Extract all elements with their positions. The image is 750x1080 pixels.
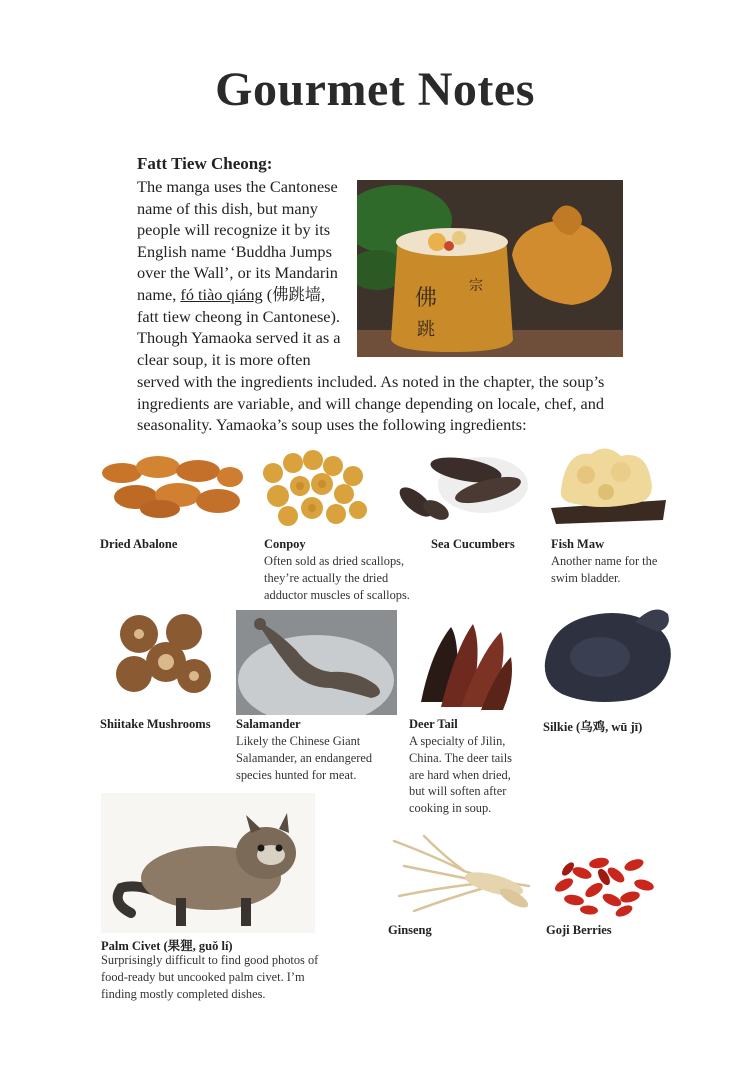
ginseng-image (384, 826, 534, 918)
desc-salamander: Likely the Chinese Giant Salamander, an endangered species hunted for meat. (236, 734, 373, 782)
label-ginseng: Ginseng (388, 923, 432, 937)
intro-text-end: fatt tiew cheong in Cantonese). Though Yamaoka served it as a clear soup, it is more often (137, 306, 341, 369)
desc-conpoy: Often sold as dried scallops, they’re actually the dried adductor muscles of scallops. (264, 554, 410, 602)
svg-text:跳: 跳 (417, 319, 435, 340)
goji-berries-image (544, 845, 662, 920)
soup-photo (357, 180, 623, 357)
label-deer-tail: Deer Tail (409, 717, 458, 731)
dish-heading: Fatt Tiew Cheong: (137, 154, 273, 173)
svg-text:宗: 宗 (469, 278, 483, 294)
page-title: Gourmet Notes (215, 63, 535, 116)
intro-hanzi: (佛跳墙, (262, 284, 326, 304)
intro-paragraph-bottom: served with the ingredients included. As noted in the chapter, the soup’s ingredients are variable, and will change depending on locale, chef, and seasonality. Yamaoka’s soup uses the following ingredients: (137, 372, 605, 435)
label-conpoy: Conpoy (264, 537, 306, 551)
label-dried-abalone: Dried Abalone (100, 537, 178, 551)
desc-deer-tail: A specialty of Jilin, China. The deer tails are hard when dried, but will soften after cooking in soup. (409, 734, 512, 816)
label-fish-maw: Fish Maw (551, 537, 605, 551)
dried-abalone-image (100, 445, 244, 523)
label-shiitake-mushrooms: Shiitake Mushrooms (100, 717, 211, 731)
intro-text-start: The manga uses the Cantonese name of this dish, but many people will recognize it by its English name ‘Buddha Jumps over the Wall’, or its Mandarin name, (137, 177, 338, 304)
label-sea-cucumbers: Sea Cucumbers (431, 537, 515, 551)
silkie-image (540, 602, 678, 710)
label-silkie: Silkie (乌鸡, wū jī) (543, 720, 643, 734)
label-salamander: Salamander (236, 717, 301, 731)
palm-civet-image (101, 793, 315, 933)
pinyin-link[interactable]: fó tiào qiáng (180, 284, 263, 304)
svg-text:佛: 佛 (415, 286, 438, 311)
label-goji-berries: Goji Berries (546, 923, 612, 937)
desc-palm-civet: Surprisingly difficult to find good photos of food-ready but uncooked palm civet. I’m finding mostly completed dishes. (101, 953, 319, 1001)
label-palm-civet: Palm Civet (果狸, guǒ lí) (101, 939, 233, 953)
shiitake-mushrooms-image (114, 612, 214, 698)
salamander-image (236, 610, 397, 715)
deer-tail-image (411, 612, 515, 715)
intro-paragraph-top (137, 176, 349, 370)
desc-fish-maw: Another name for the swim bladder. (551, 554, 658, 585)
conpoy-image (258, 448, 373, 533)
fish-maw-image (551, 440, 666, 525)
sea-cucumbers-image (388, 440, 528, 530)
